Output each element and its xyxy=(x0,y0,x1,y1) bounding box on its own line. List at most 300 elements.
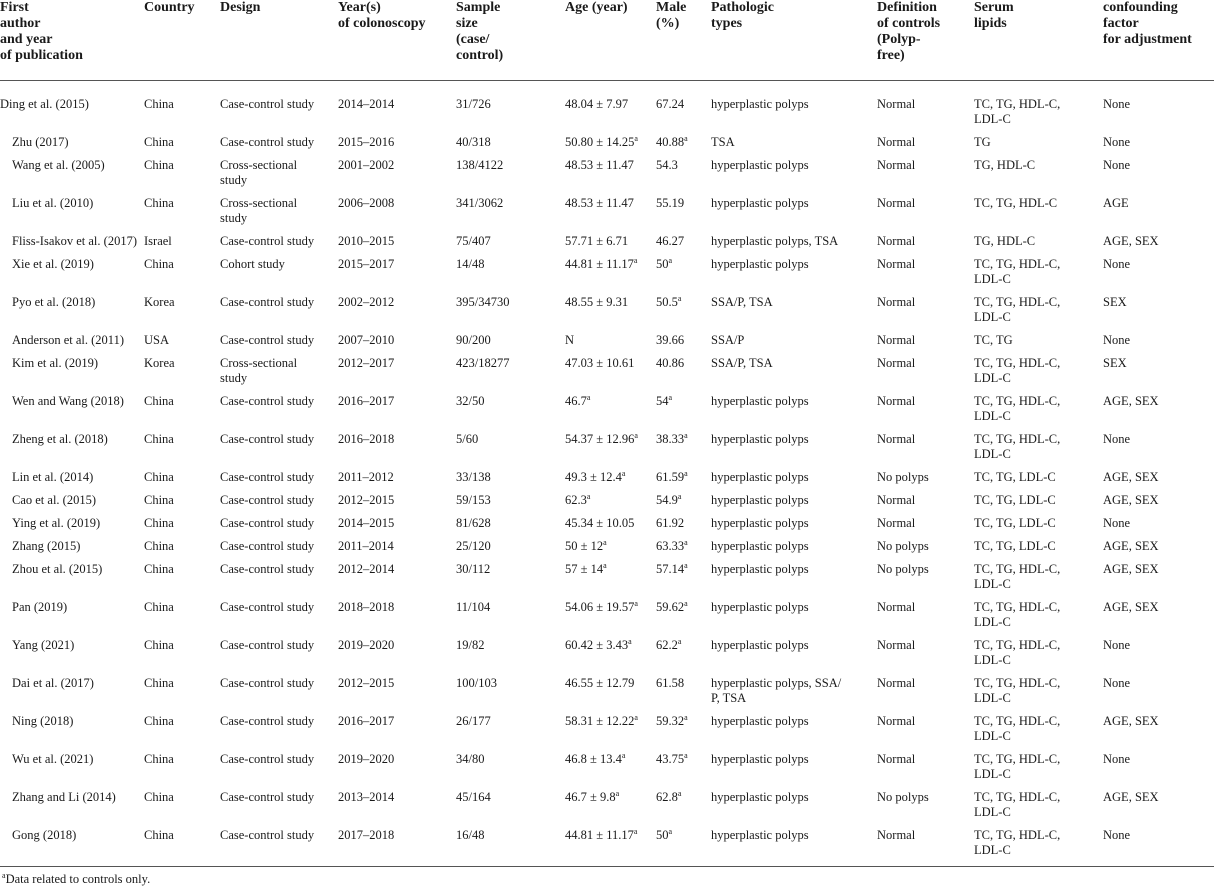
cell-serum-lipids-line: LDL-C xyxy=(974,447,1011,461)
cell-confounding: None xyxy=(1103,638,1131,652)
footnote-marker: a xyxy=(684,712,688,722)
cell-author: Wang et al. (2005) xyxy=(12,158,105,172)
cell-sample-size: 33/138 xyxy=(456,470,491,484)
cell-age-value: 50 ± 12 xyxy=(565,539,604,553)
cell-serum-lipids xyxy=(974,234,1103,257)
footnote-marker: a xyxy=(633,255,638,265)
cell-controls: Normal xyxy=(877,158,916,172)
cell-author: Anderson et al. (2011) xyxy=(12,333,125,347)
footnote-marker: a xyxy=(615,788,620,798)
cell-author: Gong (2018) xyxy=(0,828,144,867)
cell-confounding: None xyxy=(1103,432,1131,446)
table-row xyxy=(0,790,1214,828)
cell-design xyxy=(220,356,338,394)
cell-author: Zhu (2017) xyxy=(12,135,69,149)
cell-years: 2011–2014 xyxy=(338,539,394,553)
cell-pathologic-types-line: hyperplastic polyps xyxy=(711,257,809,271)
cell-years: 2012–2017 xyxy=(338,356,395,370)
cell-design xyxy=(220,81,338,136)
cell-design xyxy=(220,158,338,196)
cell-confounding: AGE, SEX xyxy=(1103,714,1159,728)
cell-male xyxy=(656,135,711,158)
cell-design-line: Case-control study xyxy=(220,295,315,309)
cell-country: China xyxy=(144,676,174,690)
cell-controls: Normal xyxy=(877,333,916,347)
cell-serum-lipids-line: TC, TG, HDL-C, xyxy=(974,828,1061,842)
cell-confounding: None xyxy=(1103,158,1131,172)
cell-pathologic-types xyxy=(711,356,877,394)
cell-serum-lipids xyxy=(974,432,1103,470)
cell-male xyxy=(656,470,711,493)
header-line: (case/ xyxy=(456,32,490,47)
cell-years: 2017–2018 xyxy=(338,828,456,867)
cell-years: 2015–2016 xyxy=(338,135,395,149)
cell-sample-size: 19/82 xyxy=(456,638,485,652)
cell-design xyxy=(220,790,338,828)
cell-country: China xyxy=(144,394,174,408)
header-line: Male xyxy=(656,0,687,15)
header-definition-controls xyxy=(877,0,974,81)
cell-age xyxy=(565,714,656,752)
header-line: Age (year) xyxy=(565,0,628,15)
cell-author: Zhou et al. (2015) xyxy=(12,562,103,576)
cell-sample-size: 45/164 xyxy=(456,790,491,804)
cell-sample-size: 100/103 xyxy=(456,676,497,690)
cell-sample-size: 90/200 xyxy=(456,333,491,347)
cell-serum-lipids xyxy=(974,790,1103,828)
table-row xyxy=(0,600,1214,638)
cell-sample-size: 5/60 xyxy=(456,432,479,446)
cell-country: China xyxy=(144,752,174,766)
cell-design xyxy=(220,676,338,714)
cell-serum-lipids-line: TC, TG, LDL-C xyxy=(974,493,1056,507)
cell-sample-size: 25/120 xyxy=(456,539,491,553)
header-line: types xyxy=(711,16,743,31)
cell-sample-size: 423/18277 xyxy=(456,356,510,370)
cell-country: China xyxy=(144,714,174,728)
cell-pathologic-types-line: hyperplastic polyps xyxy=(711,752,809,766)
cell-pathologic-types-line: P, TSA xyxy=(711,691,747,705)
cell-confounding: None xyxy=(1103,828,1214,867)
cell-design-line: Case-control study xyxy=(220,600,315,614)
cell-author: Pyo et al. (2018) xyxy=(12,295,96,309)
cell-author: Ding et al. (2015) xyxy=(0,97,89,111)
cell-pathologic-types xyxy=(711,81,877,136)
cell-serum-lipids xyxy=(974,493,1103,516)
cell-design xyxy=(220,432,338,470)
cell-serum-lipids xyxy=(974,828,1103,867)
cell-design-line: Case-control study xyxy=(220,470,315,484)
cell-design xyxy=(220,470,338,493)
cell-age xyxy=(565,257,656,295)
header-line: free) xyxy=(877,48,905,63)
cell-serum-lipids-line: LDL-C xyxy=(974,409,1011,423)
footnote-marker: a xyxy=(586,491,591,501)
cell-serum-lipids xyxy=(974,714,1103,752)
footnote-marker: a xyxy=(2,870,6,880)
cell-serum-lipids xyxy=(974,470,1103,493)
cell-pathologic-types-line: hyperplastic polyps xyxy=(711,470,809,484)
cell-serum-lipids-line: TC, TG, HDL-C, xyxy=(974,752,1061,766)
cell-male xyxy=(656,234,711,257)
cell-serum-lipids-line: LDL-C xyxy=(974,272,1011,286)
cell-author: Zheng et al. (2018) xyxy=(12,432,108,446)
cell-age-value: 60.42 ± 3.43 xyxy=(565,638,629,652)
cell-male-value: 40.88 xyxy=(656,135,685,149)
cell-pathologic-types-line: SSA/P, TSA xyxy=(711,356,773,370)
cell-pathologic-types-line: hyperplastic polyps xyxy=(711,638,809,652)
table-row xyxy=(0,333,1214,356)
cell-sample-size: 34/80 xyxy=(456,752,485,766)
cell-male-value: 61.59 xyxy=(656,470,685,484)
cell-age-value: 58.31 ± 12.22 xyxy=(565,714,635,728)
cell-age-value: 44.81 ± 11.17 xyxy=(565,257,634,271)
footnote-marker: a xyxy=(634,598,638,608)
footnote-marker: a xyxy=(684,133,688,143)
cell-serum-lipids-line: TG, HDL-C xyxy=(974,234,1036,248)
cell-design-line: Case-control study xyxy=(220,828,315,842)
cell-pathologic-types-line: hyperplastic polyps xyxy=(711,600,809,614)
cell-male xyxy=(656,790,711,828)
cell-male xyxy=(656,676,711,714)
cell-age-value: 57 ± 14 xyxy=(565,562,604,576)
cell-age-value: 57.71 ± 6.71 xyxy=(565,234,629,248)
cell-age xyxy=(565,676,656,714)
cell-controls: Normal xyxy=(877,356,916,370)
cell-design-line: Case-control study xyxy=(220,135,315,149)
header-sample-size xyxy=(456,0,565,81)
cell-serum-lipids-line: TC, TG, HDL-C, xyxy=(974,638,1061,652)
cell-author: Cao et al. (2015) xyxy=(12,493,97,507)
cell-male-value: 59.32 xyxy=(656,714,685,728)
cell-male-value: 50.5 xyxy=(656,295,678,309)
cell-male xyxy=(656,516,711,539)
cell-sample-size: 81/628 xyxy=(456,516,491,530)
cell-years: 2002–2012 xyxy=(338,295,395,309)
cell-age xyxy=(565,356,656,394)
cell-serum-lipids-line: TC, TG, LDL-C xyxy=(974,470,1056,484)
cell-author: Wu et al. (2021) xyxy=(12,752,94,766)
cell-serum-lipids-line: LDL-C xyxy=(974,805,1011,819)
cell-age xyxy=(565,562,656,600)
cell-design-line: Case-control study xyxy=(220,333,315,347)
cell-male-value: 43.75 xyxy=(656,752,685,766)
cell-controls: Normal xyxy=(877,432,916,446)
table-row xyxy=(0,562,1214,600)
cell-serum-lipids xyxy=(974,600,1103,638)
cell-serum-lipids-line: LDL-C xyxy=(974,767,1011,781)
cell-pathologic-types xyxy=(711,790,877,828)
cell-male-value: 40.86 xyxy=(656,356,685,370)
cell-serum-lipids-line: TC, TG, HDL-C, xyxy=(974,676,1061,690)
cell-country: Korea xyxy=(144,356,175,370)
cell-design xyxy=(220,752,338,790)
cell-pathologic-types-line: SSA/P xyxy=(711,333,745,347)
cell-male-value: 54.9 xyxy=(656,493,678,507)
cell-serum-lipids-line: LDL-C xyxy=(974,371,1011,385)
cell-age xyxy=(565,295,656,333)
cell-serum-lipids-line: LDL-C xyxy=(974,653,1011,667)
cell-country: China xyxy=(144,135,174,149)
footnote-marker: a xyxy=(634,133,638,143)
cell-pathologic-types-line: hyperplastic polyps, TSA xyxy=(711,234,839,248)
cell-controls: Normal xyxy=(877,714,916,728)
cell-male-value: 54.3 xyxy=(656,158,678,172)
footnote-marker: a xyxy=(668,255,673,265)
table-body xyxy=(0,81,1214,867)
cell-author: Dai et al. (2017) xyxy=(12,676,94,690)
cell-country: China xyxy=(144,97,174,111)
cell-pathologic-types xyxy=(711,562,877,600)
cell-controls: Normal xyxy=(877,752,916,766)
cell-serum-lipids xyxy=(974,81,1103,136)
cell-design xyxy=(220,333,338,356)
cell-author: Ying et al. (2019) xyxy=(12,516,101,530)
footnote-marker: a xyxy=(621,750,626,760)
cell-author: Lin et al. (2014) xyxy=(12,470,94,484)
cell-design-line: Case-control study xyxy=(220,752,315,766)
cell-controls: Normal xyxy=(877,196,916,210)
cell-years: 2011–2012 xyxy=(338,470,394,484)
footnote-marker: a xyxy=(684,598,688,608)
header-line: of colonoscopy xyxy=(338,16,426,31)
footnote-marker: a xyxy=(628,636,632,646)
cell-author: Wen and Wang (2018) xyxy=(12,394,124,408)
cell-male xyxy=(656,356,711,394)
header-line: of controls xyxy=(877,16,941,31)
table-row xyxy=(0,432,1214,470)
header-line: size xyxy=(456,16,478,31)
cell-pathologic-types-line: TSA xyxy=(711,135,735,149)
cell-design-line: Case-control study xyxy=(220,676,315,690)
cell-sample-size: 14/48 xyxy=(456,257,485,271)
cell-serum-lipids-line: TC, TG, HDL-C, xyxy=(974,97,1061,111)
table-row xyxy=(0,81,1214,136)
header-line: author xyxy=(0,16,41,31)
cell-age xyxy=(565,790,656,828)
cell-years: 2012–2014 xyxy=(338,562,395,576)
cell-pathologic-types-line: hyperplastic polyps xyxy=(711,539,809,553)
header-pathologic-types xyxy=(711,0,877,81)
cell-confounding: None xyxy=(1103,752,1131,766)
cell-age-value: 46.55 ± 12.79 xyxy=(565,676,635,690)
cell-male-value: 63.33 xyxy=(656,539,685,553)
cell-pathologic-types xyxy=(711,158,877,196)
cell-years: 2012–2015 xyxy=(338,676,395,690)
cell-pathologic-types-line: hyperplastic polyps xyxy=(711,158,809,172)
cell-controls: Normal xyxy=(877,828,974,867)
cell-sample-size: 395/34730 xyxy=(456,295,510,309)
cell-author: Pan (2019) xyxy=(12,600,68,614)
cell-pathologic-types-line: hyperplastic polyps xyxy=(711,562,809,576)
cell-pathologic-types xyxy=(711,752,877,790)
cell-country: China xyxy=(144,600,174,614)
footnote-marker: a xyxy=(633,826,638,836)
cell-design xyxy=(220,516,338,539)
cell-controls: Normal xyxy=(877,516,916,530)
footnote-marker: a xyxy=(634,712,638,722)
cell-country: China xyxy=(144,158,174,172)
cell-pathologic-types xyxy=(711,516,877,539)
header-line: for adjustment xyxy=(1103,32,1192,47)
table-row xyxy=(0,676,1214,714)
cell-male xyxy=(656,493,711,516)
cell-country: China xyxy=(144,516,174,530)
cell-design xyxy=(220,638,338,676)
cell-author: Zhang and Li (2014) xyxy=(12,790,116,804)
cell-confounding: None xyxy=(1103,333,1131,347)
cell-country: China xyxy=(144,790,174,804)
cell-country: China xyxy=(144,257,174,271)
cell-country: Korea xyxy=(144,295,175,309)
cell-age xyxy=(565,394,656,432)
cell-serum-lipids-line: TC, TG xyxy=(974,333,1013,347)
header-years xyxy=(338,0,456,81)
cell-confounding: AGE, SEX xyxy=(1103,562,1159,576)
cell-male xyxy=(656,432,711,470)
cell-pathologic-types xyxy=(711,394,877,432)
cell-design-line: Case-control study xyxy=(220,562,315,576)
cell-male xyxy=(656,539,711,562)
cell-serum-lipids-line: TC, TG, HDL-C, xyxy=(974,600,1061,614)
cell-design-line: Case-control study xyxy=(220,493,315,507)
cell-design xyxy=(220,196,338,234)
header-line: Sample xyxy=(456,0,501,15)
footnote-marker: a xyxy=(677,636,682,646)
cell-serum-lipids xyxy=(974,562,1103,600)
cell-confounding: AGE, SEX xyxy=(1103,234,1159,248)
cell-design-line: Case-control study xyxy=(220,432,315,446)
cell-serum-lipids xyxy=(974,135,1103,158)
cell-serum-lipids-line: TC, TG, HDL-C, xyxy=(974,714,1061,728)
cell-serum-lipids xyxy=(974,539,1103,562)
cell-sample-size: 138/4122 xyxy=(456,158,504,172)
cell-confounding: AGE, SEX xyxy=(1103,493,1159,507)
cell-pathologic-types-line: hyperplastic polyps xyxy=(711,432,809,446)
cell-confounding: AGE, SEX xyxy=(1103,790,1159,804)
header-age xyxy=(565,0,656,81)
cell-serum-lipids xyxy=(974,196,1103,234)
cell-controls: Normal xyxy=(877,257,916,271)
table-row xyxy=(0,135,1214,158)
cell-country: China xyxy=(144,432,174,446)
cell-country: China xyxy=(144,493,174,507)
cell-male xyxy=(656,562,711,600)
cell-serum-lipids-line: TC, TG, HDL-C, xyxy=(974,356,1061,370)
cell-pathologic-types xyxy=(711,638,877,676)
cell-design-line: study xyxy=(220,211,248,225)
cell-age-value: 46.7 ± 9.8 xyxy=(565,790,616,804)
cell-pathologic-types-line: hyperplastic polyps xyxy=(711,516,809,530)
cell-years: 2012–2015 xyxy=(338,493,395,507)
cell-age xyxy=(565,81,656,136)
cell-age-value: 46.7 xyxy=(565,394,587,408)
cell-years: 2016–2017 xyxy=(338,394,395,408)
cell-pathologic-types-line: hyperplastic polyps xyxy=(711,828,809,842)
cell-age xyxy=(565,135,656,158)
cell-sample-size: 26/177 xyxy=(456,714,491,728)
cell-pathologic-types xyxy=(711,470,877,493)
cell-age xyxy=(565,752,656,790)
cell-serum-lipids xyxy=(974,295,1103,333)
cell-serum-lipids-line: TC, TG, HDL-C, xyxy=(974,562,1061,576)
header-serum-lipids xyxy=(974,0,1103,81)
cell-design-line: Case-control study xyxy=(220,714,315,728)
table-row xyxy=(0,234,1214,257)
cell-male-value: 46.27 xyxy=(656,234,685,248)
cell-serum-lipids-line: TG, HDL-C xyxy=(974,158,1036,172)
cell-pathologic-types xyxy=(711,333,877,356)
table-row xyxy=(0,394,1214,432)
cell-confounding: None xyxy=(1103,97,1131,111)
cell-male xyxy=(656,196,711,234)
cell-design xyxy=(220,295,338,333)
footnote-marker: a xyxy=(684,468,688,478)
cell-male xyxy=(656,333,711,356)
cell-pathologic-types xyxy=(711,257,877,295)
cell-years: 2014–2015 xyxy=(338,516,395,530)
header-line: and year xyxy=(0,32,53,47)
cell-age xyxy=(565,828,656,867)
cell-controls: No polyps xyxy=(877,562,929,576)
cell-years: 2007–2010 xyxy=(338,333,395,347)
cell-sample-size: 16/48 xyxy=(456,828,565,867)
cell-country: China xyxy=(144,539,174,553)
footnote-marker: a xyxy=(677,293,682,303)
cell-confounding: AGE, SEX xyxy=(1103,470,1159,484)
cell-serum-lipids xyxy=(974,516,1103,539)
cell-serum-lipids xyxy=(974,257,1103,295)
cell-male-value: 62.8 xyxy=(656,790,678,804)
cell-pathologic-types xyxy=(711,600,877,638)
table-row xyxy=(0,516,1214,539)
cell-serum-lipids-line: TC, TG, HDL-C xyxy=(974,196,1058,210)
cell-controls: Normal xyxy=(877,295,916,309)
cell-male xyxy=(656,81,711,136)
cell-male-value: 67.24 xyxy=(656,97,685,111)
cell-design-line: Case-control study xyxy=(220,234,315,248)
cell-years: 2015–2017 xyxy=(338,257,395,271)
table-row xyxy=(0,539,1214,562)
table-row xyxy=(0,638,1214,676)
cell-design-line: Case-control study xyxy=(220,638,315,652)
cell-age xyxy=(565,493,656,516)
cell-age-value: 54.37 ± 12.96 xyxy=(565,432,635,446)
cell-serum-lipids xyxy=(974,158,1103,196)
cell-sample-size: 59/153 xyxy=(456,493,491,507)
cell-male xyxy=(656,714,711,752)
cell-serum-lipids-line: LDL-C xyxy=(974,310,1011,324)
cell-pathologic-types-line: hyperplastic polyps xyxy=(711,714,809,728)
cell-serum-lipids xyxy=(974,394,1103,432)
cell-design-line: Cohort study xyxy=(220,257,285,271)
cell-serum-lipids xyxy=(974,752,1103,790)
cell-design xyxy=(220,539,338,562)
cell-country: China xyxy=(144,562,174,576)
cell-serum-lipids-line: TC, TG, HDL-C, xyxy=(974,394,1061,408)
cell-author: Ning (2018) xyxy=(12,714,74,728)
cell-confounding: None xyxy=(1103,676,1131,690)
cell-male-value: 50 xyxy=(656,257,669,271)
cell-serum-lipids-line: TC, TG, HDL-C, xyxy=(974,257,1061,271)
cell-pathologic-types xyxy=(711,295,877,333)
cell-serum-lipids-line: TG xyxy=(974,135,991,149)
cell-sample-size: 32/50 xyxy=(456,394,485,408)
cell-years: 2019–2020 xyxy=(338,752,395,766)
footnote-marker: a xyxy=(668,826,673,836)
header-line: Serum xyxy=(974,0,1014,15)
cell-confounding: None xyxy=(1103,135,1131,149)
